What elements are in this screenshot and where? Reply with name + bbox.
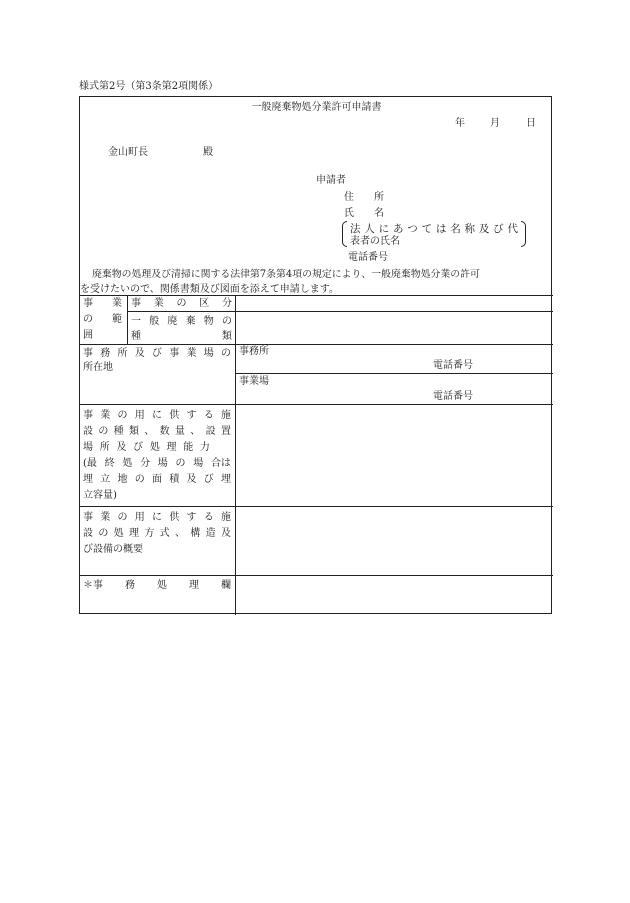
- application-form: [79, 96, 552, 614]
- left-bracket: [342, 221, 347, 247]
- facility-input-area[interactable]: [236, 405, 552, 506]
- addressee-name: 金山町長: [108, 147, 148, 158]
- applicant-heading: 申請者: [316, 175, 346, 186]
- corporate-note-line1: 法 人 に あ つ て は 名 称 及 び 代: [350, 223, 518, 235]
- addressee-honorific: 殿: [203, 147, 213, 158]
- office-use-label: ＊事 務 処 理 欄: [83, 580, 231, 591]
- date-day-label: 日: [526, 118, 536, 129]
- line: [127, 295, 128, 344]
- site-label: 事業場: [239, 376, 269, 387]
- applicant-name-label: 氏 名: [344, 208, 384, 219]
- method-label: 事 業 の 用 に 供 す る 施 設 の 処 理 方 式 、 構 造 及 び設備の概要: [83, 510, 231, 558]
- line: [80, 344, 553, 345]
- scope-label-line1: 事 業: [83, 298, 122, 309]
- office-use-input-area: [236, 576, 552, 614]
- scope-label-line2: の 範: [83, 314, 122, 325]
- waste-type-input-area[interactable]: [236, 312, 552, 344]
- facility-label: 事 業 の 用 に 供 す る 施 設 の 種 類 、 数 量 、 設 置 場 所 及 び 処 理 能 力 (最 終 処 分 場 の 場 合は 埋 立 地 の 面 積 及 び 埋 立容量): [83, 408, 231, 504]
- statement-line1: 廃棄物の処理及び清掃に関する法律第7条第4項の規定により、一般廃棄物処分業の許可: [92, 269, 480, 280]
- statement-line2: を受けたいので、関係書類及び図面を添えて申請します。: [80, 284, 339, 295]
- facility-label-line6: 立容量): [83, 490, 117, 501]
- office-phone-label: 電話番号: [433, 360, 473, 371]
- date-month-label: 月: [490, 118, 500, 129]
- applicant-address-label: 住 所: [344, 192, 384, 203]
- method-input-area[interactable]: [236, 507, 552, 575]
- form-title: 一般廃棄物処分業許可申請書: [251, 102, 382, 113]
- location-label-line2: 所在地: [83, 362, 113, 373]
- location-label: 事 務 所 及 び 事 業 場 の 所在地: [83, 348, 231, 373]
- date-year-label: 年: [455, 118, 465, 129]
- site-phone-label: 電話番号: [433, 391, 473, 402]
- scope-label-line3: 囲: [83, 330, 93, 341]
- line: [235, 373, 553, 374]
- applicant-phone-label: 電話番号: [348, 252, 388, 263]
- corporate-note: [350, 223, 518, 249]
- corporate-note-line2: 表者の氏名: [350, 236, 400, 247]
- business-type-input-area[interactable]: [236, 296, 552, 311]
- right-bracket: [521, 221, 526, 247]
- waste-type-label: 一 般 廃 棄 物 の 種 類: [131, 316, 232, 342]
- business-type-label: 事 業 の 区 分: [131, 298, 232, 309]
- method-label-line3: び設備の概要: [83, 544, 143, 555]
- office-label: 事務所: [239, 346, 269, 357]
- form-number-label: 様式第2号（第3条第2項関係）: [79, 81, 219, 92]
- scope-label: [83, 296, 122, 344]
